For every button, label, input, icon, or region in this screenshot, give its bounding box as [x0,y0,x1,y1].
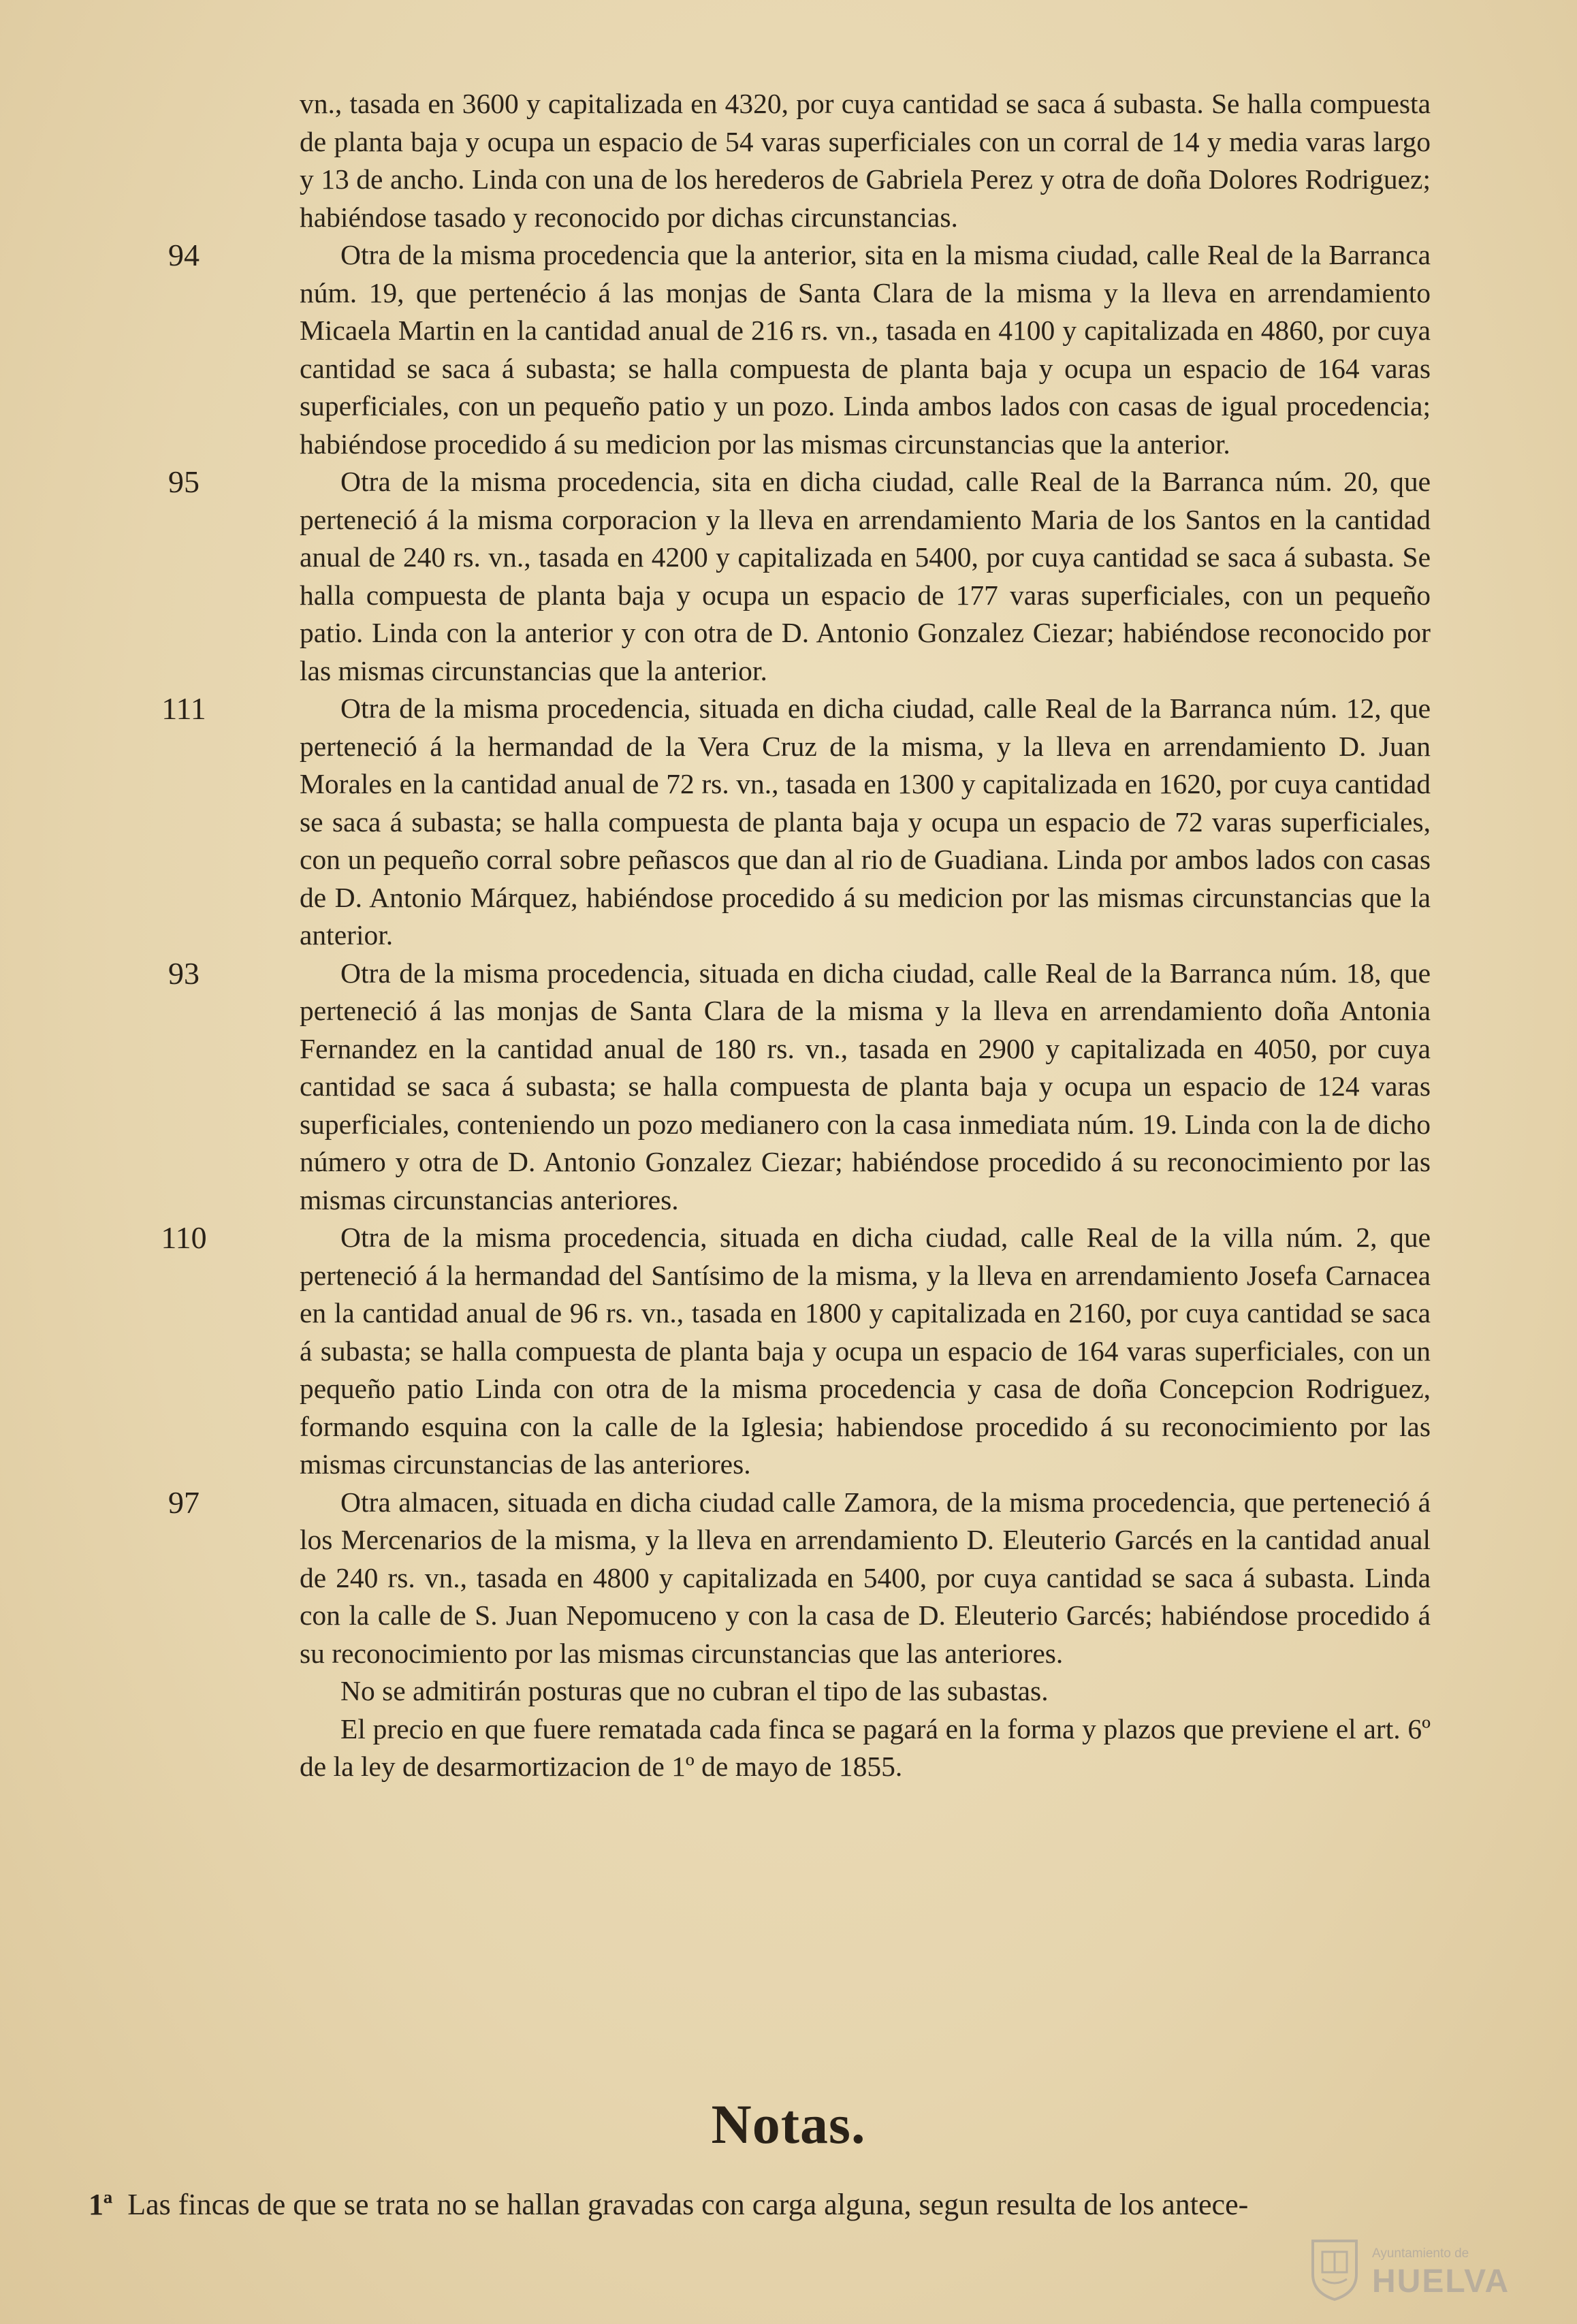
entry-97 [0,1484,1577,1673]
entry-text: Otra de la misma procedencia, situada en dicha ciudad, calle Real de la Barranca núm. 18, que perteneció á las monjas de Santa Clara de la misma y la lleva en arrendamiento doña Antonia Fernandez en la cantidad anual de 180 rs. vn., tasada en 2900 y capitalizada en 4050, por cuya cantidad se saca á subasta; se halla compuesta de planta baja y ocupa un espacio de 124 varas superficiales, conteniendo un pozo medianero con la casa inmediata núm. 19. Linda con la de dicho número y otra de D. Antonio Gonzalez Ciezar; habiéndose procedido á su reconocimiento por las mismas circunstancias anteriores. [300,957,1431,1215]
entry-111 [0,690,1577,955]
watermark-line2: HUELVA [1372,2263,1510,2299]
entry-number: 95 [168,464,200,499]
closing-paragraph: No se admitirán posturas que no cubran el tipo de las subastas. [340,1675,1049,1706]
closing-paragraphs [0,1672,1577,1786]
entry-text: vn., tasada en 3600 y capitalizada en 4320, por cuya cantidad se saca á subasta. Se halla compuesta de planta baja y ocupa un espacio de 54 varas superficiales con un corral de 14 y media varas largo y 13 de ancho. Linda con una de los herederos de Gabriela Perez y otra de doña Dolores Rodriguez; habiéndose tasado y reconocido por dichas circunstancias. [300,88,1431,233]
archive-watermark [1307,2237,1532,2305]
entries-list [0,85,1577,1786]
entry-94 [0,236,1577,463]
notes-heading: Notas. [711,2093,866,2155]
entry-continuation [0,85,1577,236]
entry-text: Otra de la misma procedencia que la anterior, sita en la misma ciudad, calle Real de la Barranca núm. 19, que pertenécio á las monjas de Santa Clara de la misma y la lleva en arrendamiento Micaela Martin en la cantidad anual de 216 rs. vn., tasada en 4100 y capitalizada en 4860, por cuya cantidad se saca á subasta; se halla compuesta de planta baja y ocupa un espacio de 164 varas superficiales, con un pequeño patio y un pozo. Linda ambos lados con casas de igual procedencia; habiéndose procedido á su medicion por las mismas circunstancias que la anterior. [300,239,1431,460]
entry-text: Otra de la misma procedencia, sita en dicha ciudad, calle Real de la Barranca núm. 20, que perteneció á la misma corporacion y la lleva en arrendamiento Maria de los Santos en la cantidad anual de 240 rs. vn., tasada en 4200 y capitalizada en 5400, por cuya cantidad se saca á subasta. Se halla compuesta de planta baja y ocupa un espacio de 177 varas superficiales, con un pequeño patio. Linda con la anterior y con otra de D. Antonio Gonzalez Ciezar; habiéndose reconocido por las mismas circunstancias que la anterior. [300,466,1431,686]
note-item [89,2186,1437,2224]
entry-text: Otra de la misma procedencia, situada en dicha ciudad, calle Real de la villa núm. 2, que perteneció á la hermandad del Santísimo de la misma, y la lleva en arrendamiento Josefa Carnacea en la cantidad anual de 96 rs. vn., tasada en 1800 y capitalizada en 2160, por cuya cantidad se saca á subasta; se halla compuesta de planta baja y ocupa un espacio de 164 varas superficiales, con un pequeño patio Linda con otra de la misma procedencia y casa de doña Concepcion Rodriguez, formando esquina con la calle de la Iglesia; habiendose procedido á su reconocimiento por las mismas circunstancias de las anteriores. [300,1222,1431,1480]
note-number: 1ª [89,2188,113,2221]
entry-text: Otra de la misma procedencia, situada en dicha ciudad, calle Real de la Barranca núm. 12, que perteneció á la hermandad de la Vera Cruz de la misma, y la lleva en arrendamiento D. Juan Morales en la cantidad anual de 72 rs. vn., tasada en 1300 y capitalizada en 1620, por cuya cantidad se saca á subasta; se halla compuesta de planta baja y ocupa un espacio de 72 varas superficiales, con un pequeño corral sobre peñascos que dan al rio de Guadiana. Linda por ambos lados con casas de D. Antonio Márquez, habiéndose procedido á su medicion por las mismas circunstancias que la anterior. [300,693,1431,951]
entry-93 [0,955,1577,1220]
entry-number: 97 [168,1484,200,1520]
watermark-line1: Ayuntamiento de [1372,2246,1469,2261]
note-text: Las fincas de que se trata no se hallan gravadas con carga alguna, segun resulta de los antece- [127,2188,1249,2221]
entry-text: Otra almacen, situada en dicha ciudad calle Zamora, de la misma procedencia, que perteneció á los Mercenarios de la misma, y la lleva en arrendamiento D. Eleuterio Garcés en la cantidad anual de 240 rs. vn., tasada en 4800 y capitalizada en 5400, por cuya cantidad se saca á subasta. Linda con la calle de S. Juan Nepomuceno y con la casa de D. Eleuterio Garcés; habiéndose procedido á su reconocimiento por las mismas circunstancias que las anteriores. [300,1486,1431,1669]
coat-of-arms-icon [1307,2237,1362,2302]
entry-number: 110 [161,1220,207,1255]
closing-paragraph: El precio en que fuere rematada cada finca se pagará en la forma y plazos que previene el art. 6º de la ley de desarmortizacion de 1º de mayo de 1855. [300,1713,1431,1782]
entry-number: 94 [168,238,200,272]
entry-110 [0,1219,1577,1484]
entry-number: 93 [168,955,200,991]
entry-number: 111 [161,691,206,726]
entry-95 [0,463,1577,690]
